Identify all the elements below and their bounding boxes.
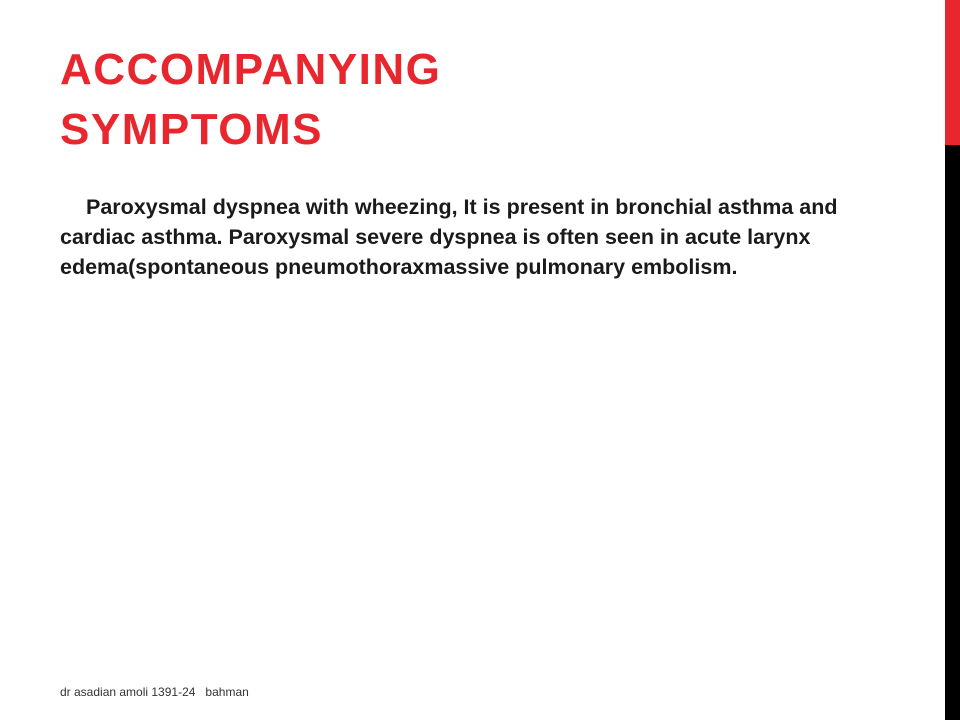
slide-title-line-2: SYMPTOMS xyxy=(60,105,324,154)
right-accent-red-segment xyxy=(945,0,960,145)
slide-body-text: Paroxysmal dyspnea with wheezing, It is present in bronchial asthma and cardiac asthma. Paroxysmal severe dyspnea is often seen in acute larynx edema(spontaneous pneumothoraxmassive pulmonary embolism. xyxy=(60,195,838,279)
slide-footer: dr asadian amoli 1391-24 bahman xyxy=(60,685,249,699)
slide-title xyxy=(60,40,880,160)
slide-title-line-1: ACCOMPANYING xyxy=(60,45,442,94)
